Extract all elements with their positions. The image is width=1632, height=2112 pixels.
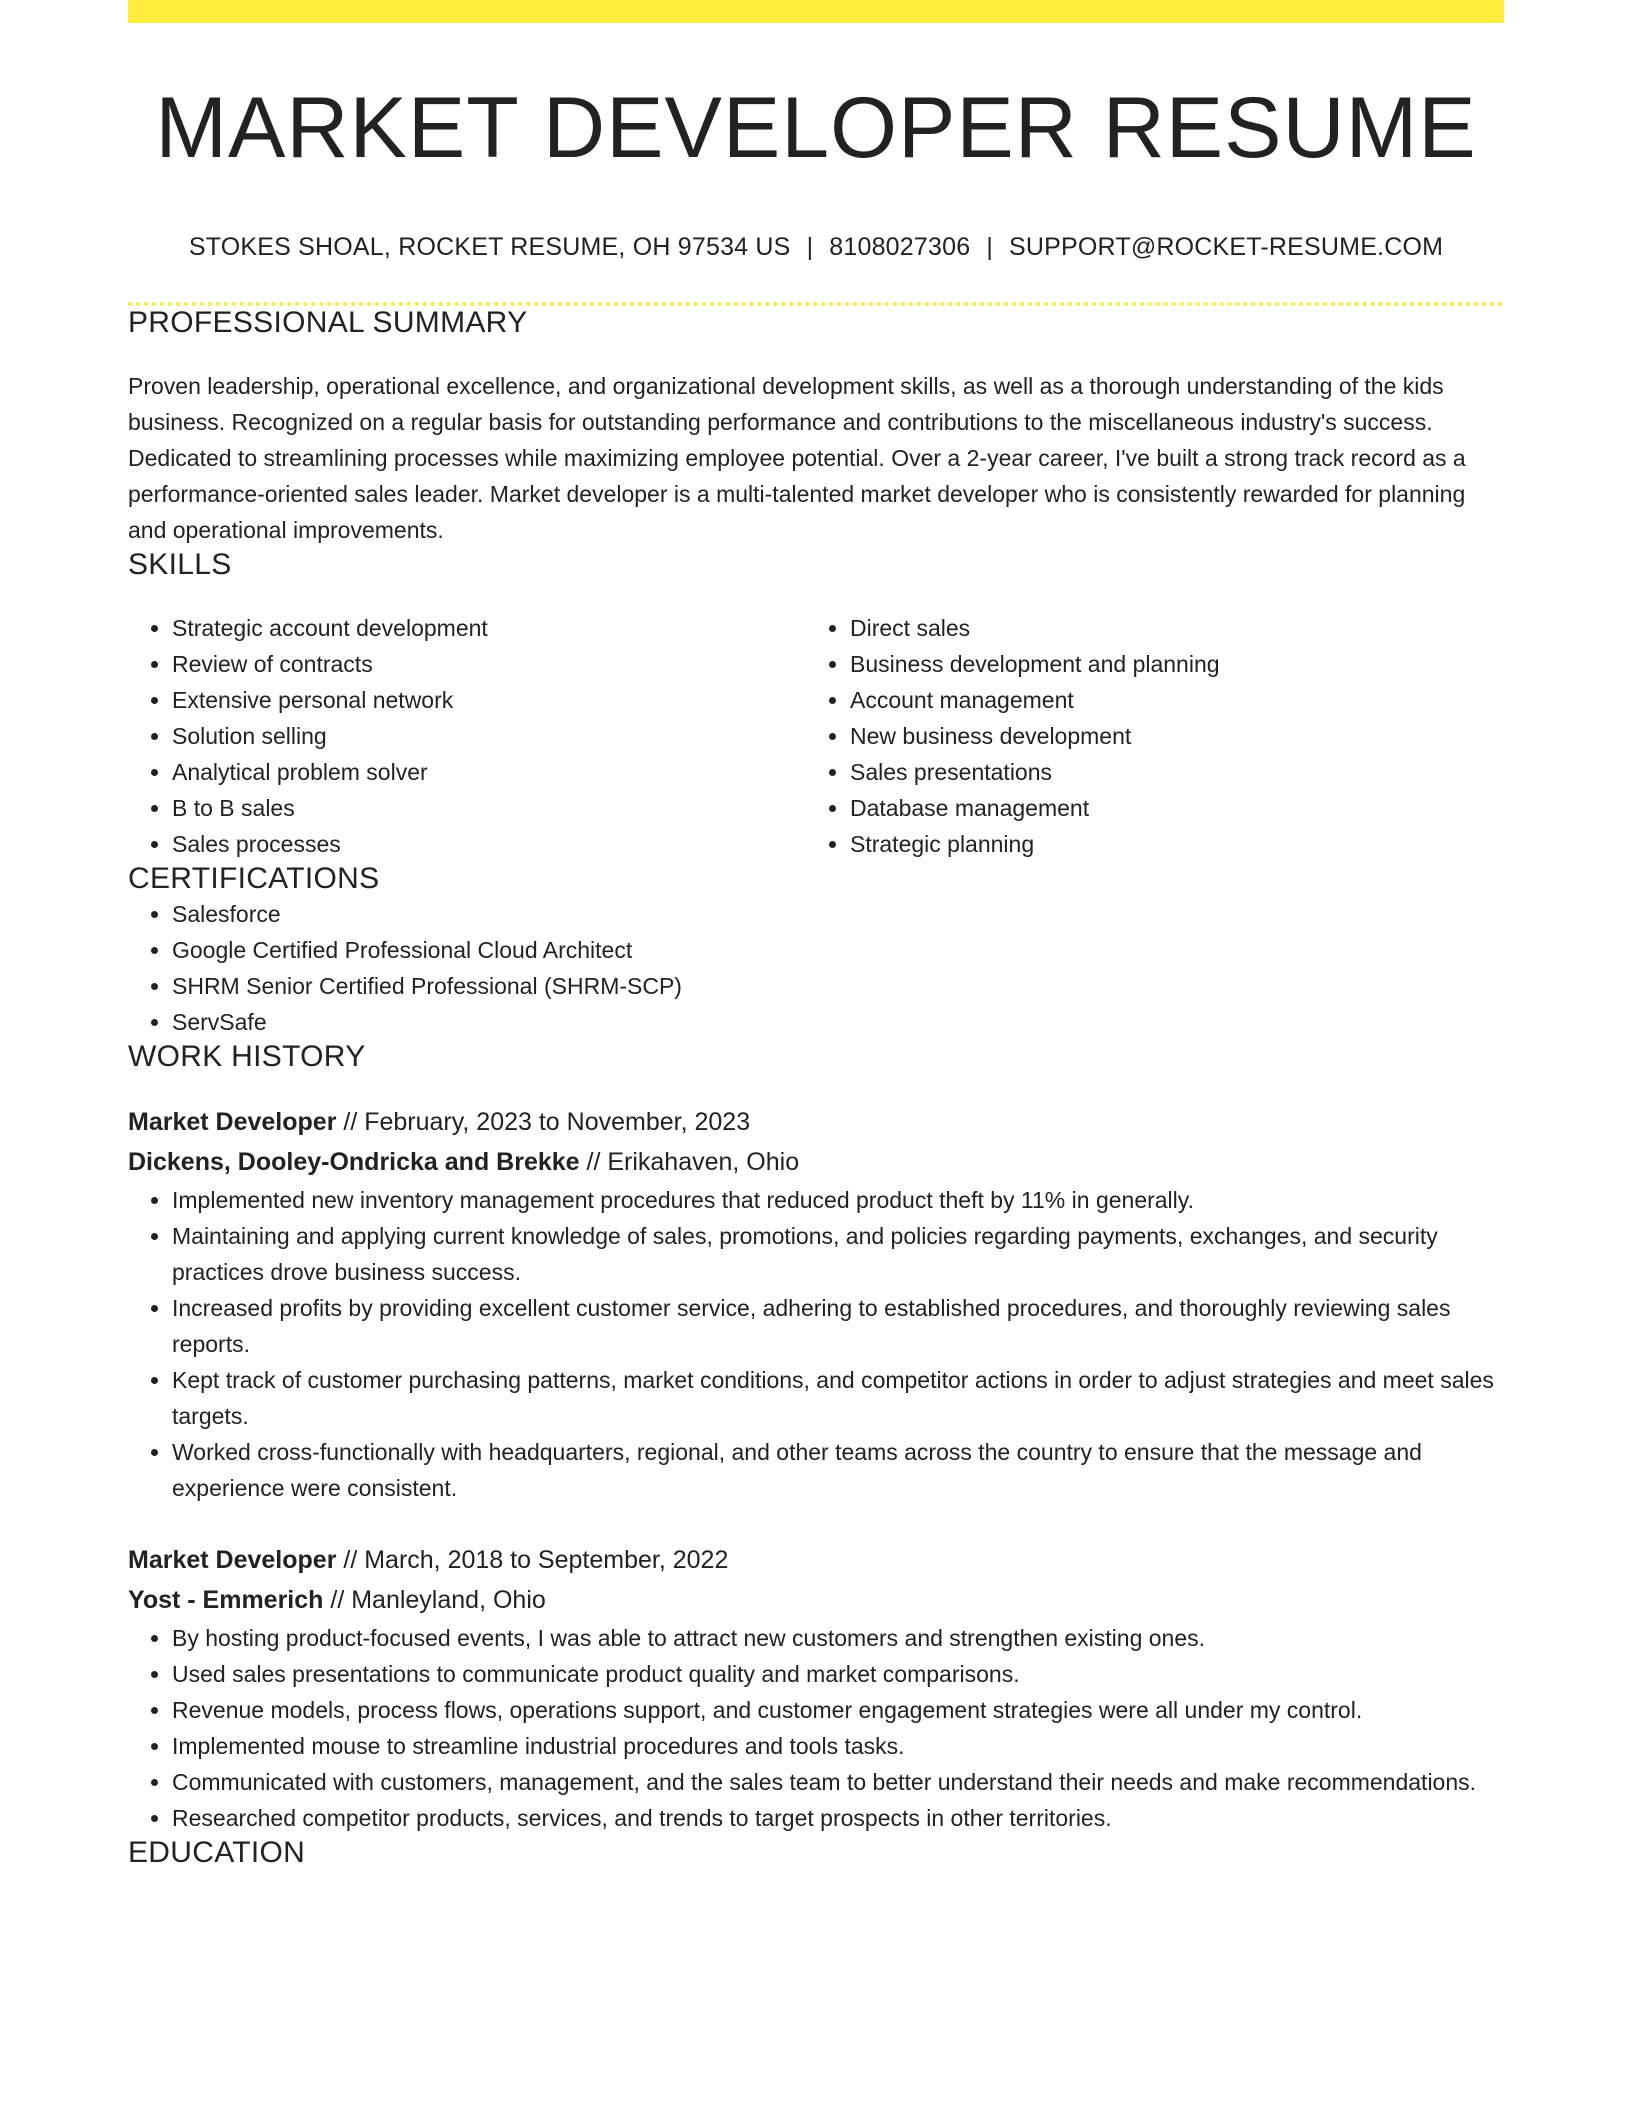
education-heading: EDUCATION — [128, 1836, 306, 1869]
skills-right-column — [806, 610, 1484, 862]
skill-item: • Account management — [850, 682, 1484, 718]
job-company-line — [128, 1580, 1504, 1620]
job-bullets — [128, 1182, 1504, 1506]
skill-item: • Review of contracts — [172, 646, 806, 682]
job-entry — [128, 1102, 1504, 1506]
skill-item: • Solution selling — [172, 718, 806, 754]
certification-item: • ServSafe — [172, 1004, 1504, 1040]
job-bullet: • Worked cross-functionally with headquarters, regional, and other teams across the country to ensure that the message and experience were consistent. — [172, 1434, 1504, 1506]
job-bullet: • Implemented mouse to streamline industrial procedures and tools tasks. — [172, 1728, 1504, 1764]
contact-separator: | — [986, 233, 994, 261]
job-bullet: • Increased profits by providing excellent customer service, adhering to established procedures, and thoroughly reviewing sales reports. — [172, 1290, 1504, 1362]
work-history-heading: WORK HISTORY — [128, 1040, 366, 1073]
certification-item: • Google Certified Professional Cloud Architect — [172, 932, 1504, 968]
contact-address: STOKES SHOAL, ROCKET RESUME, OH 97534 US — [188, 233, 791, 261]
skill-item: • Strategic planning — [850, 826, 1484, 862]
summary-text: Proven leadership, operational excellence, and organizational development skills, as well as a thorough understanding of the kids business. Recognized on a regular basis for outstanding performance and contributions to the miscellaneous industry's success. Dedicated to streamlining processes while maximizing employee potential. Over a 2-year career, I've built a strong track record as a performance-oriented sales leader. Market developer is a multi-talented market developer who is consistently rewarded for planning and operational improvements. — [128, 373, 1466, 543]
skill-item: • New business development — [850, 718, 1484, 754]
job-company-line — [128, 1142, 1504, 1182]
job-bullet: • By hosting product-focused events, I was able to attract new customers and strengthen existing ones. — [172, 1620, 1504, 1656]
job-entry — [128, 1540, 1504, 1836]
skill-item: • Business development and planning — [850, 646, 1484, 682]
job-dates: // February, 2023 to November, 2023 — [336, 1108, 751, 1136]
skills-left-list — [128, 610, 806, 862]
skills-heading: SKILLS — [128, 548, 232, 581]
job-bullet: • Maintaining and applying current knowledge of sales, promotions, and policies regarding payments, exchanges, and security practices drove business success. — [172, 1218, 1504, 1290]
job-bullets — [128, 1620, 1504, 1836]
contact-line — [128, 233, 1504, 262]
skill-item: • Analytical problem solver — [172, 754, 806, 790]
job-bullet: • Revenue models, process flows, operations support, and customer engagement strategies were all under my control. — [172, 1692, 1504, 1728]
job-location: // Manleyland, Ohio — [323, 1586, 546, 1614]
job-bullet: • Kept track of customer purchasing patterns, market conditions, and competitor actions in order to adjust strategies and meet sales targets. — [172, 1362, 1504, 1434]
job-bullet: • Implemented new inventory management procedures that reduced product theft by 11% in generally. — [172, 1182, 1504, 1218]
skills-grid — [128, 610, 1504, 862]
skill-item: • Sales presentations — [850, 754, 1484, 790]
job-title-line — [128, 1102, 1504, 1142]
contact-separator: | — [806, 233, 814, 261]
job-title: Market Developer — [128, 1108, 337, 1136]
job-company: Yost - Emmerich — [128, 1586, 324, 1614]
certifications-heading: CERTIFICATIONS — [128, 862, 380, 895]
skills-right-list — [806, 610, 1484, 862]
certifications-list — [128, 896, 1504, 1040]
skill-item: • Strategic account development — [172, 610, 806, 646]
page-title: MARKET DEVELOPER RESUME — [155, 80, 1477, 176]
contact-email: SUPPORT@ROCKET-RESUME.COM — [1009, 233, 1444, 261]
skill-item: • Database management — [850, 790, 1484, 826]
resume-page — [128, 0, 1504, 1870]
job-bullet: • Researched competitor products, services, and trends to target prospects in other territories. — [172, 1800, 1504, 1836]
contact-phone: 8108027306 — [829, 233, 971, 261]
skills-left-column — [128, 610, 806, 862]
job-location: // Erikahaven, Ohio — [579, 1148, 800, 1176]
job-dates: // March, 2018 to September, 2022 — [336, 1546, 729, 1574]
job-title: Market Developer — [128, 1546, 337, 1574]
skill-item: • Sales processes — [172, 826, 806, 862]
certification-item: • SHRM Senior Certified Professional (SHRM-SCP) — [172, 968, 1504, 1004]
skill-item: • Extensive personal network — [172, 682, 806, 718]
top-accent-bar — [128, 0, 1504, 23]
skill-item: • Direct sales — [850, 610, 1484, 646]
job-bullet: • Communicated with customers, management, and the sales team to better understand their needs and make recommendations. — [172, 1764, 1504, 1800]
job-company: Dickens, Dooley-Ondricka and Brekke — [128, 1148, 580, 1176]
job-title-line — [128, 1540, 1504, 1580]
summary-heading: PROFESSIONAL SUMMARY — [128, 306, 528, 339]
job-bullet: • Used sales presentations to communicate product quality and market comparisons. — [172, 1656, 1504, 1692]
certification-item: • Salesforce — [172, 896, 1504, 932]
skill-item: • B to B sales — [172, 790, 806, 826]
